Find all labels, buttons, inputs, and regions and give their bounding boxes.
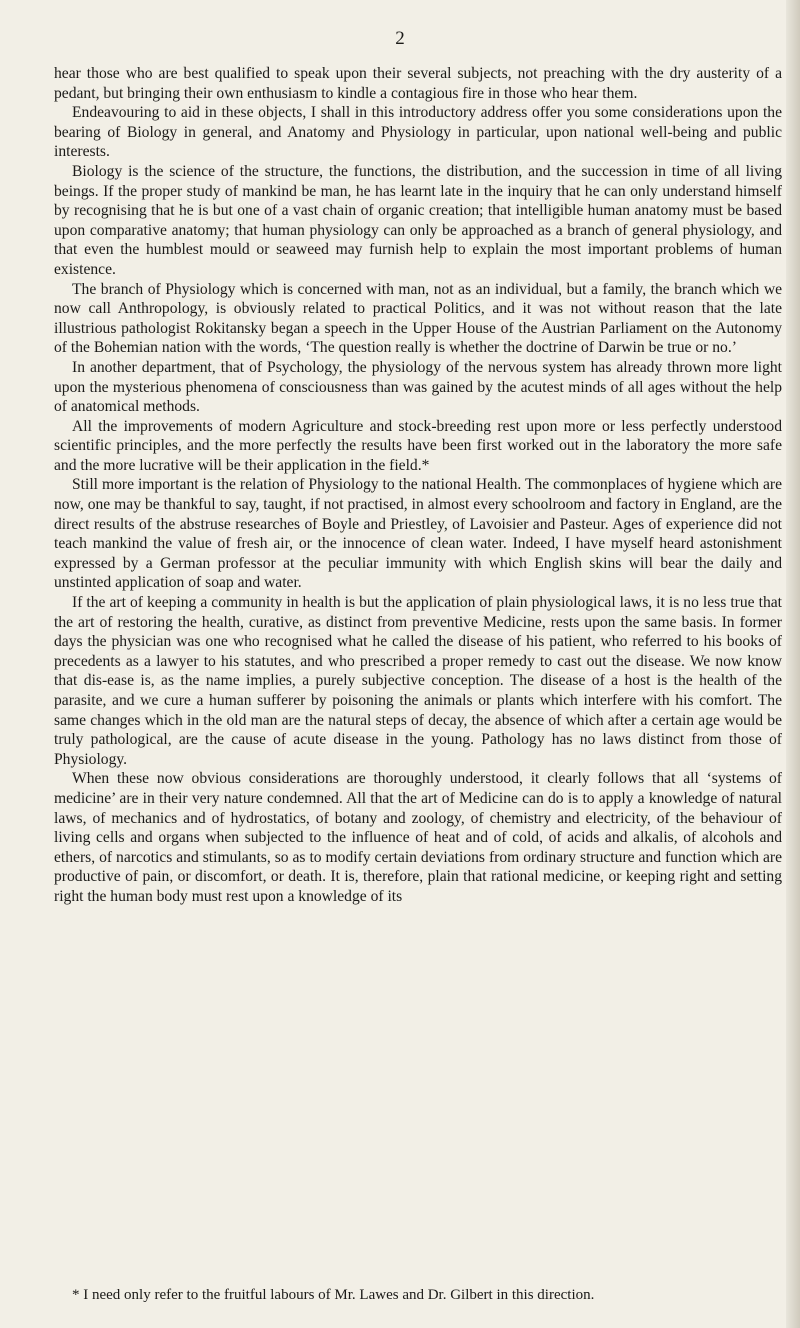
paragraph: Still more important is the relation of Physiology to the national Health. The commonplaces of hygiene which are now, one may be thankful to say, taught, if not practised, in almost every schoolroom and factory in England, are the direct results of the abstruse researches of Boyle and Priestley, of Lavoisier and Pasteur. Ages of experience did not teach mankind the value of fresh air, or the innocence of clean water. Indeed, I have myself heard astonishment expressed by a German professor at the peculiar immunity with which English skins will bear the daily and unstinted application of soap and water. bbox=[54, 476, 782, 592]
paragraph: All the improvements of modern Agriculture and stock-breeding rest upon more or less perfectly understood scientific principles, and the more perfectly the results have been first worked out in the laboratory the more safe and the more lucrative will be their application in the field.* bbox=[54, 417, 782, 474]
paragraph: Biology is the science of the structure, the functions, the distribution, and the succession in time of all living beings. If the proper study of mankind be man, he has learnt late in the inquiry that he can only understand himself by recognising that he is but one of a vast chain of organic creation; that intelligible human anatomy must be based upon comparative anatomy; that human physiology can only be approached as a branch of general physiology, and that even the humblest mould or seaweed may furnish help to explain the most important problems of human existence. bbox=[54, 162, 782, 278]
paragraph: The branch of Physiology which is concerned with man, not as an individual, but a family, the branch which we now call Anthropology, is obviously related to practical Politics, and it was not without reason that the late illustrious pathologist Rokitansky began a speech in the Upper House of the Austrian Parliament on the Autonomy of the Bohemian nation with the words, ‘The question really is whether the doctrine of Darwin be true or no.’ bbox=[54, 280, 782, 357]
paragraph: hear those who are best qualified to speak upon their several subjects, not preaching with the dry austerity of a pedant, but bringing their own enthusiasm to kindle a contagious fire in those who hear them. bbox=[54, 65, 782, 102]
page-edge-shadow bbox=[786, 0, 800, 1328]
paragraph: In another department, that of Psychology, the physiology of the nervous system has already thrown more light upon the mysterious phenomena of consciousness than was gained by the acutest minds of all ages without the help of anatomical methods. bbox=[54, 358, 782, 416]
page-number: 2 bbox=[395, 28, 405, 49]
paragraph: When these now obvious considerations are thoroughly understood, it clearly follows that all ‘systems of medicine’ are in their very nature condemned. All that the art of Medicine can do is to apply a knowledge of natural laws, of mechanics and of hydrostatics, of botany and zoology, of chemistry and electricity, of the behaviour of living cells and organs when subjected to the influence of heat and of cold, of acids and alkalis, of alcohols and ethers, of narcotics and stimulants, so as to modify certain deviations from ordinary structure and function which are productive of pain, or discomfort, or death. It is, therefore, plain that rational medicine, or keeping right and setting right the human body must rest upon a knowledge of its bbox=[54, 770, 782, 905]
footnote: * I need only refer to the fruitful labours of Mr. Lawes and Dr. Gilbert in this direction. bbox=[72, 1287, 595, 1303]
paragraph: Endeavouring to aid in these objects, I shall in this introductory address offer you some considerations upon the bearing of Biology in general, and Anatomy and Physiology in particular, upon national well-being and public interests. bbox=[54, 104, 782, 161]
body-text bbox=[54, 64, 782, 907]
paragraph: If the art of keeping a community in health is but the application of plain physiological laws, it is no less true that the art of restoring the health, curative, as distinct from preventive Medicine, rests upon the same basis. In former days the physician was one who recognised what he called the disease of his patient, who referred to his books of precedents as a lawyer to his statutes, and who prescribed a proper remedy to cast out the disease. We now know that dis-ease is, as the name implies, a purely subjective conception. The disease of a host is the health of the parasite, and we cure a human sufferer by poisoning the animals or plants which interfere with his comfort. The same changes which in the old man are the natural steps of decay, the absence of which after a certain age would be truly pathological, are the cause of acute disease in the young. Pathology has no laws distinct from those of Physiology. bbox=[54, 594, 782, 768]
